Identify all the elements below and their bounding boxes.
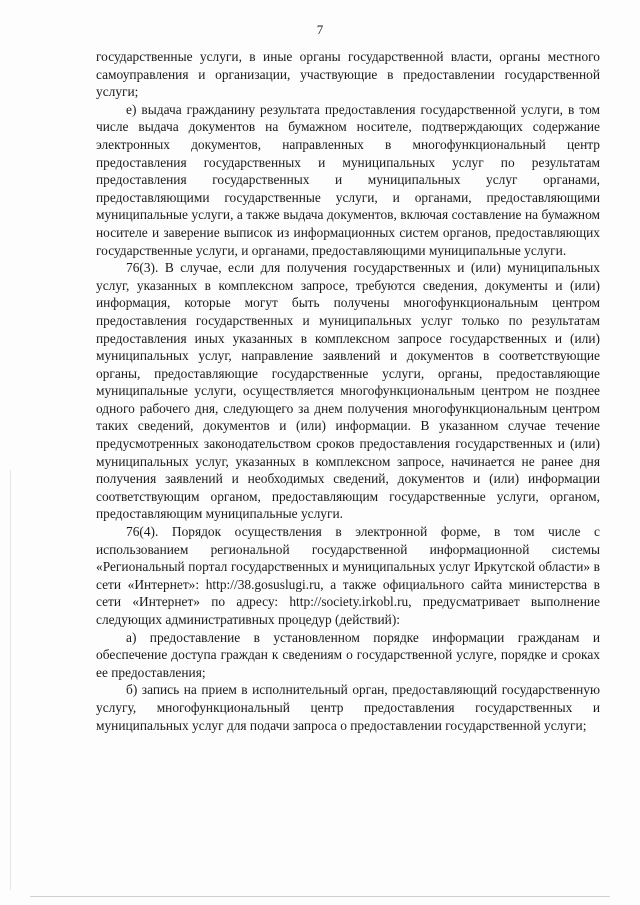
- scan-margin-mark: [10, 470, 11, 890]
- paragraph-item-a: а) предоставление в установленном порядке информации гражданам и обеспечение доступа граждан к сведениям о государственной услуге, порядке и сроках ее предоставления;: [96, 629, 600, 680]
- paragraph-item-e: е) выдача гражданину результата предоставления государственной услуги, в том числе выдача документов на бумажном носителе, подтверждающих содержание электронных документов, направленных в многофункциональный центр предоставления государственных и муниципальных услуг по результатам предоставления государственных и муниципальных услуг органами, предоставляющими государственные услуги, и органами, предоставляющими муниципальные услуги, а также выдача документов, включая составление на бумажном носителе и заверение выписок из информационных систем органов, предоставляющих государственные услуги, и органами, предоставляющими муниципальные услуги.: [96, 101, 600, 258]
- scan-bottom-edge: [30, 896, 610, 897]
- document-body: [96, 48, 600, 734]
- paragraph-76-4: 76(4). Порядок осуществления в электронной форме, в том числе с использованием региональной государственной информационной системы «Региональный портал государственных и муниципальных услуг Иркутской области» в сети «Интернет»: http://38.gosuslugi.ru, а также официального сайта министерства в сети «Интернет» по адресу: http://society.irkobl.ru, предусматривает выполнение следующих административных процедур (действий):: [96, 524, 600, 627]
- paragraph-76-3: 76(3). В случае, если для получения государственных и (или) муниципальных услуг, указанных в комплексном запросе, требуются сведения, документы и (или) информация, которые могут быть получены многофункциональным центром предоставления государственных и муниципальных услуг только по результатам предоставления иных указанных в комплексном запросе государственных и (или) муниципальных услуг, направление заявлений и документов в соответствующие органы, предоставляющие государственные услуги, органы, предоставляющие муниципальные услуги, осуществляется многофункциональным центром не позднее одного рабочего дня, следующего за днем получения многофункциональным центром таких сведений, документов и (или) информации. В указанном случае течение предусмотренных законодательством сроков предоставления государственных и (или) муниципальных услуг, указанных в комплексном запросе, начинается не ранее дня получения заявлений и необходимых сведений, документов и (или) информации соответствующим органом, предоставляющим государственные услуги, органом, предоставляющим муниципальные услуги.: [96, 260, 600, 522]
- paragraph-continuation: государственные услуги, в иные органы государственной власти, органы местного самоуправления и организации, участвующие в предоставлении государственной услуги;: [96, 49, 600, 100]
- page-number: 7: [316, 22, 324, 37]
- paragraph-item-b: б) запись на прием в исполнительный орган, предоставляющий государственную услугу, многофункциональный центр предоставления государственных и муниципальных услуг для подачи запроса о предоставлении государственной услуги;: [96, 682, 600, 733]
